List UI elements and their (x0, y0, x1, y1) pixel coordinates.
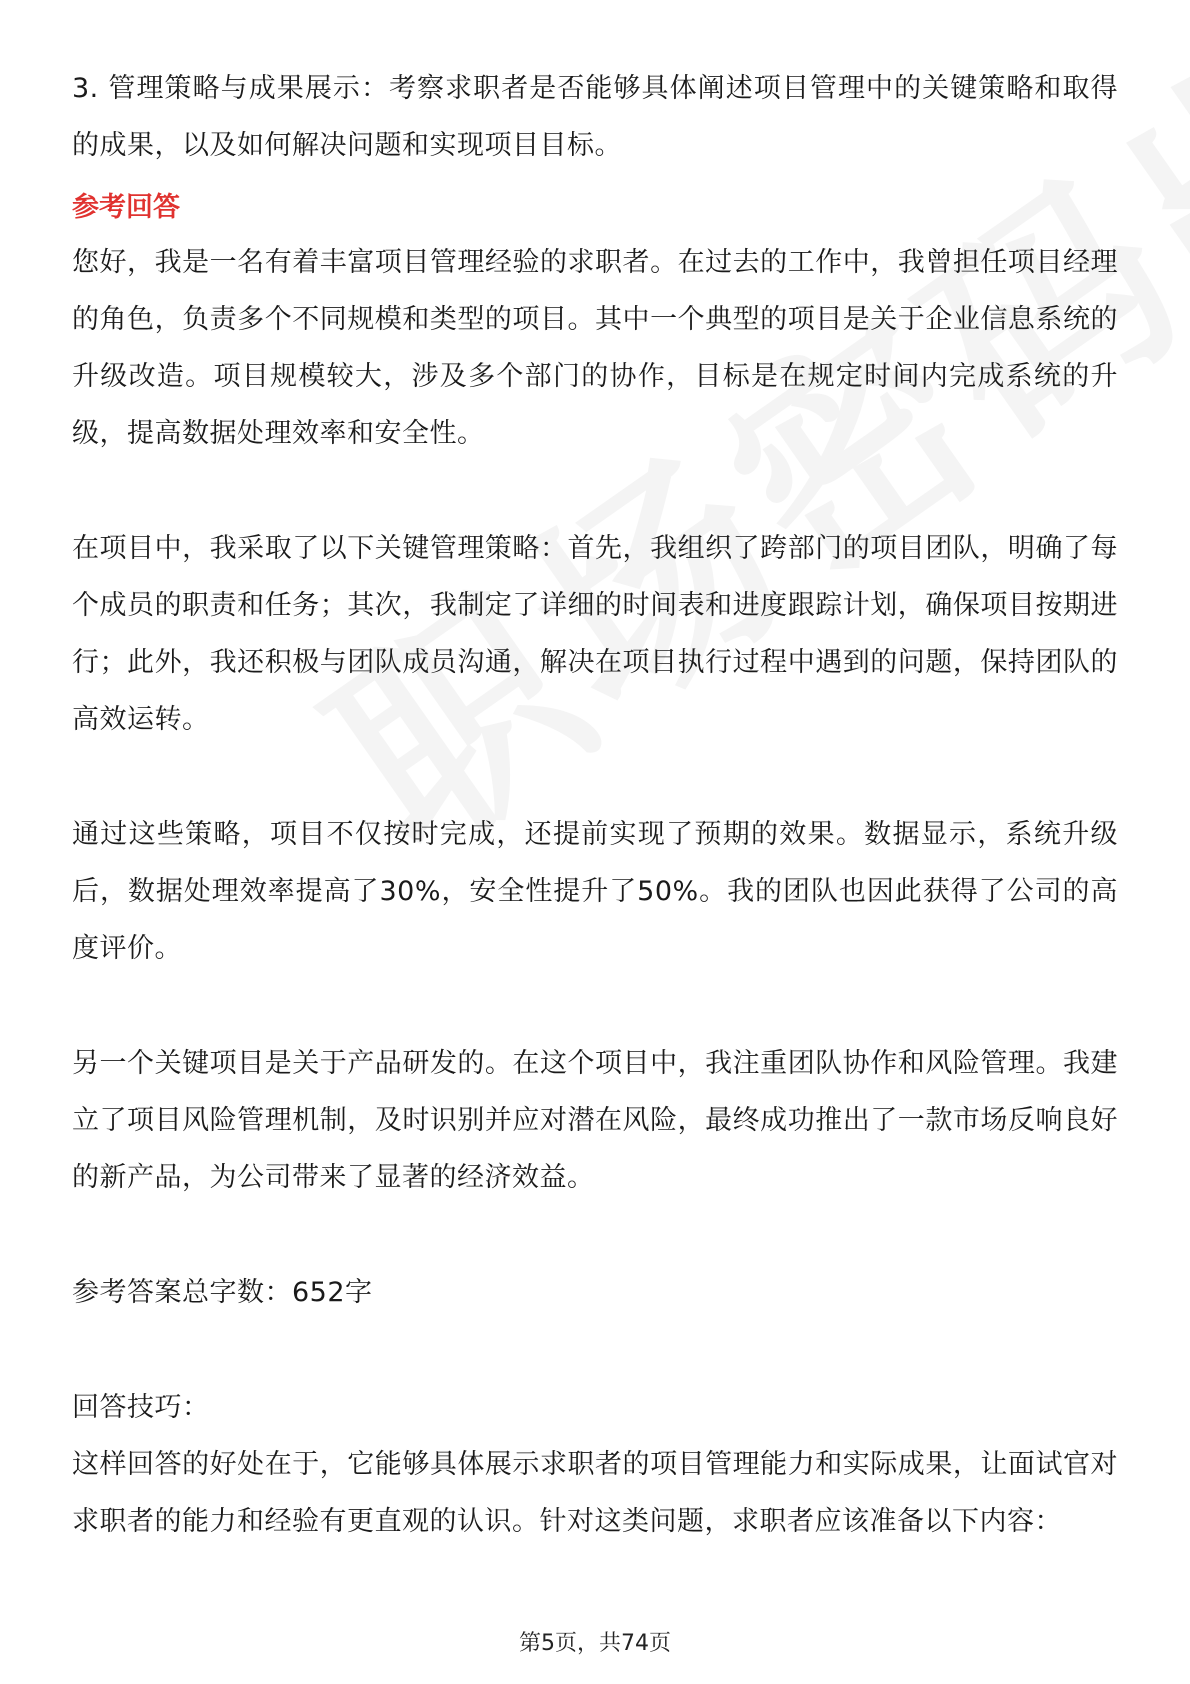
word-count: 参考答案总字数：652字 (72, 1277, 373, 1308)
answer-paragraph-3: 通过这些策略，项目不仅按时完成，还提前实现了预期的效果。数据显示，系统升级后，数据处理效率提高了30%，安全性提升了50%。我的团队也因此获得了公司的高度评价。 (72, 819, 1118, 964)
intro-point: 3. 管理策略与成果展示：考察求职者是否能够具体阐述项目管理中的关键策略和取得的成果，以及如何解决问题和实现项目目标。 (72, 73, 1118, 161)
spacer (72, 977, 1118, 1035)
spacer (72, 1321, 1118, 1379)
answer-paragraph-2: 在项目中，我采取了以下关键管理策略：首先，我组织了跨部门的项目团队，明确了每个成员的职责和任务；其次，我制定了详细的时间表和进度跟踪计划，确保项目按期进行；此外，我还积极与团队成员沟通，解决在项目执行过程中遇到的问题，保持团队的高效运转。 (72, 533, 1118, 735)
page-number: 第5页，共74页 (519, 1631, 671, 1656)
tips-text: 这样回答的好处在于，它能够具体展示求职者的项目管理能力和实际成果，让面试官对求职者的能力和经验有更直观的认识。针对这类问题，求职者应该准备以下内容： (72, 1449, 1118, 1537)
answer-paragraph-1: 您好，我是一名有着丰富项目管理经验的求职者。在过去的工作中，我曾担任项目经理的角色，负责多个不同规模和类型的项目。其中一个典型的项目是关于企业信息系统的升级改造。项目规模较大，涉及多个部门的协作，目标是在规定时间内完成系统的升级，提高数据处理效率和安全性。 (72, 247, 1118, 449)
spacer (72, 462, 1118, 520)
spacer (72, 748, 1118, 806)
answer-paragraph-4: 另一个关键项目是关于产品研发的。在这个项目中，我注重团队协作和风险管理。我建立了项目风险管理机制，及时识别并应对潜在风险，最终成功推出了一款市场反响良好的新产品，为公司带来了显著的经济效益。 (72, 1048, 1118, 1193)
spacer (72, 1206, 1118, 1264)
tips-title: 回答技巧： (72, 1392, 210, 1423)
document-body (72, 60, 1118, 1550)
answer-title: 参考回答 (72, 192, 180, 223)
